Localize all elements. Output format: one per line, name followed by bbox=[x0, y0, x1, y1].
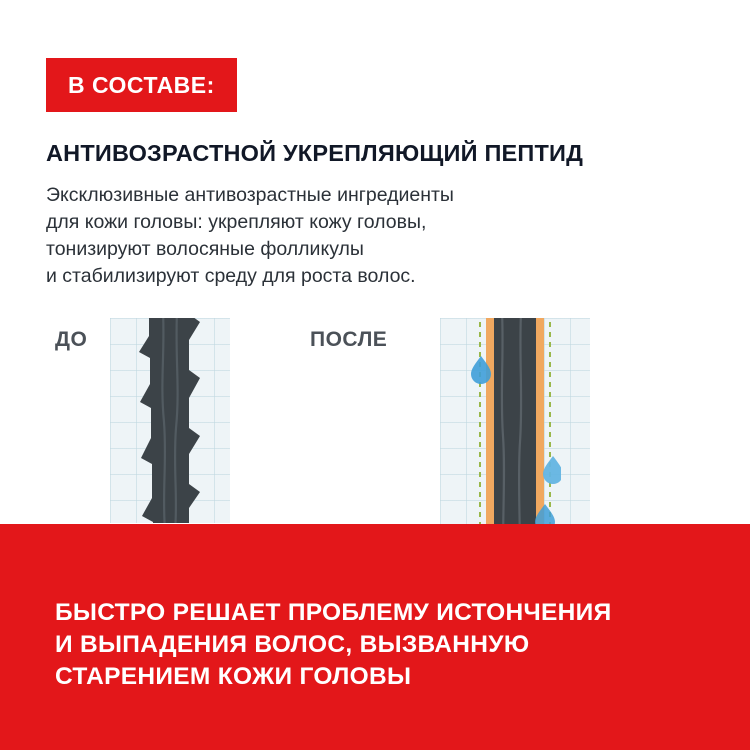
description-line-4: и стабилизируют среду для роста волос. bbox=[46, 265, 416, 287]
page-title: АНТИВОЗРАСТНОЙ УКРЕПЛЯЮЩИЙ ПЕПТИД bbox=[46, 140, 584, 166]
after-label: ПОСЛЕ bbox=[310, 328, 388, 351]
before-label: ДО bbox=[55, 328, 88, 351]
description-line-3: тонизируют волосяные фолликулы bbox=[46, 238, 364, 260]
ingredients-badge: В СОСТАВЕ: bbox=[46, 58, 237, 112]
description-line-1: Эксклюзивные антивозрастные ингредиенты bbox=[46, 184, 454, 206]
description-line-2: для кожи головы: укрепляют кожу головы, bbox=[46, 211, 427, 233]
bottom-line-3: СТАРЕНИЕМ КОЖИ ГОЛОВЫ bbox=[55, 663, 412, 690]
before-image-panel bbox=[110, 318, 230, 523]
bottom-line-1: БЫСТРО РЕШАЕТ ПРОБЛЕМУ ИСТОНЧЕНИЯ bbox=[55, 599, 612, 626]
description-block bbox=[46, 182, 706, 290]
damaged-hair-icon bbox=[139, 318, 201, 523]
bottom-line-2: И ВЫПАДЕНИЯ ВОЛОС, ВЫЗВАННУЮ bbox=[55, 631, 530, 658]
bottom-banner-text bbox=[55, 597, 715, 693]
